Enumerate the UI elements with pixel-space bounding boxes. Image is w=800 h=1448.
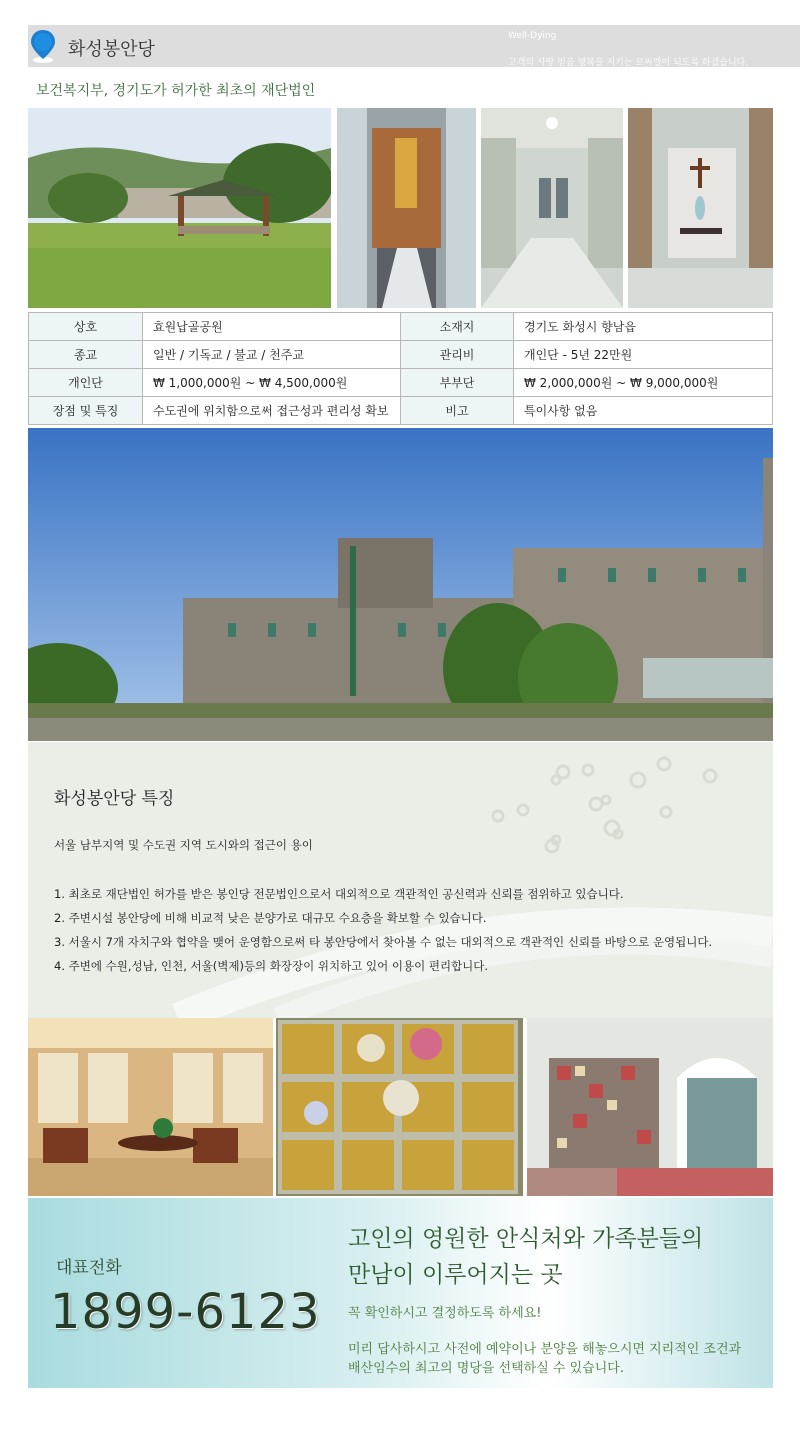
contact-section (28, 1198, 773, 1388)
table-row (29, 313, 773, 341)
table-label: 종교 (29, 341, 143, 369)
table-label: 관리비 (401, 341, 514, 369)
table-value: 개인단 - 5년 22만원 (514, 341, 773, 369)
well-dying-title: Well-Dying (508, 31, 557, 41)
photo-columbarium-hall (337, 108, 476, 308)
photo-building-exterior (28, 428, 773, 741)
list-item: 1. 최초로 재단법인 허가를 받은 봉인당 전문법인으로서 대외적으로 객관적인 공신력과 신뢰를 점위하고 있습니다. (54, 887, 624, 901)
phone-label: 대표전화 (56, 1258, 122, 1278)
table-label: 부부단 (401, 369, 514, 397)
photo-memorial-wall (527, 1018, 773, 1196)
contact-headline-1: 고인의 영원한 안식처와 가족분들의 (348, 1226, 704, 1252)
table-label: 장점 및 특징 (29, 397, 143, 425)
features-lead: 서울 남부지역 및 수도권 지역 도시와의 접근이 용이 (54, 838, 313, 852)
table-value: 특이사항 없음 (514, 397, 773, 425)
table-row (29, 369, 773, 397)
list-item: 2. 주변시설 봉안당에 비해 비교적 낮은 분양가로 대규모 수요층을 확보할 수 있습니다. (54, 911, 487, 925)
photo-park-pavilion (28, 108, 331, 308)
table-value: 효원납골공원 (143, 313, 401, 341)
table-value: ₩ 1,000,000원 ~ ₩ 4,500,000원 (143, 369, 401, 397)
photo-niche-wall (276, 1018, 523, 1196)
features-list (54, 882, 712, 978)
contact-paragraph-2: 배산임수의 최고의 명당을 선택하실 수 있습니다. (348, 1361, 624, 1376)
photo-columbarium-corridor (481, 108, 623, 308)
header-bar (28, 25, 800, 67)
photo-lounge (28, 1018, 273, 1196)
table-value: 일반 / 기독교 / 불교 / 천주교 (143, 341, 401, 369)
photo-catholic-altar (628, 108, 773, 308)
table-value: ₩ 2,000,000원 ~ ₩ 9,000,000원 (514, 369, 773, 397)
table-label: 소재지 (401, 313, 514, 341)
page-subtitle: 보건복지부, 경기도가 허가한 최초의 재단법인 (36, 83, 316, 99)
features-title: 화성봉안당 특징 (54, 789, 175, 809)
contact-paragraph-1: 미리 답사하시고 사전에 예약이나 분양을 해놓으시면 지리적인 조건과 (348, 1342, 742, 1357)
info-table (28, 312, 773, 425)
table-value: 수도권에 위치함으로써 접근성과 편리성 확보 (143, 397, 401, 425)
contact-note: 꼭 확인하시고 결정하도록 하세요! (348, 1306, 542, 1321)
well-dying-slogan: 고객의 사랑 믿음 행복을 지키는 르씨엘이 되도록 하겠습니다. (508, 58, 749, 68)
list-item: 3. 서울시 7개 자치구와 협약을 맺어 운영함으로써 타 봉안당에서 찾아볼 수 없는 대외적으로 객관적인 신뢰를 바탕으로 운영됩니다. (54, 935, 713, 949)
brand-title: 화성봉안당 (68, 39, 155, 60)
table-label: 개인단 (29, 369, 143, 397)
map-pin-icon (30, 29, 56, 63)
table-row (29, 341, 773, 369)
table-value: 경기도 화성시 향남읍 (514, 313, 773, 341)
table-label: 상호 (29, 313, 143, 341)
contact-headline-2: 만남이 이루어지는 곳 (348, 1262, 563, 1288)
list-item: 4. 주변에 수원,성남, 인천, 서울(벽제)등의 화장장이 위치하고 있어 이용이 편리합니다. (54, 959, 489, 973)
table-label: 비고 (401, 397, 514, 425)
features-section (28, 742, 773, 1018)
phone-number[interactable]: 1899-6123 (50, 1284, 321, 1340)
table-row (29, 397, 773, 425)
